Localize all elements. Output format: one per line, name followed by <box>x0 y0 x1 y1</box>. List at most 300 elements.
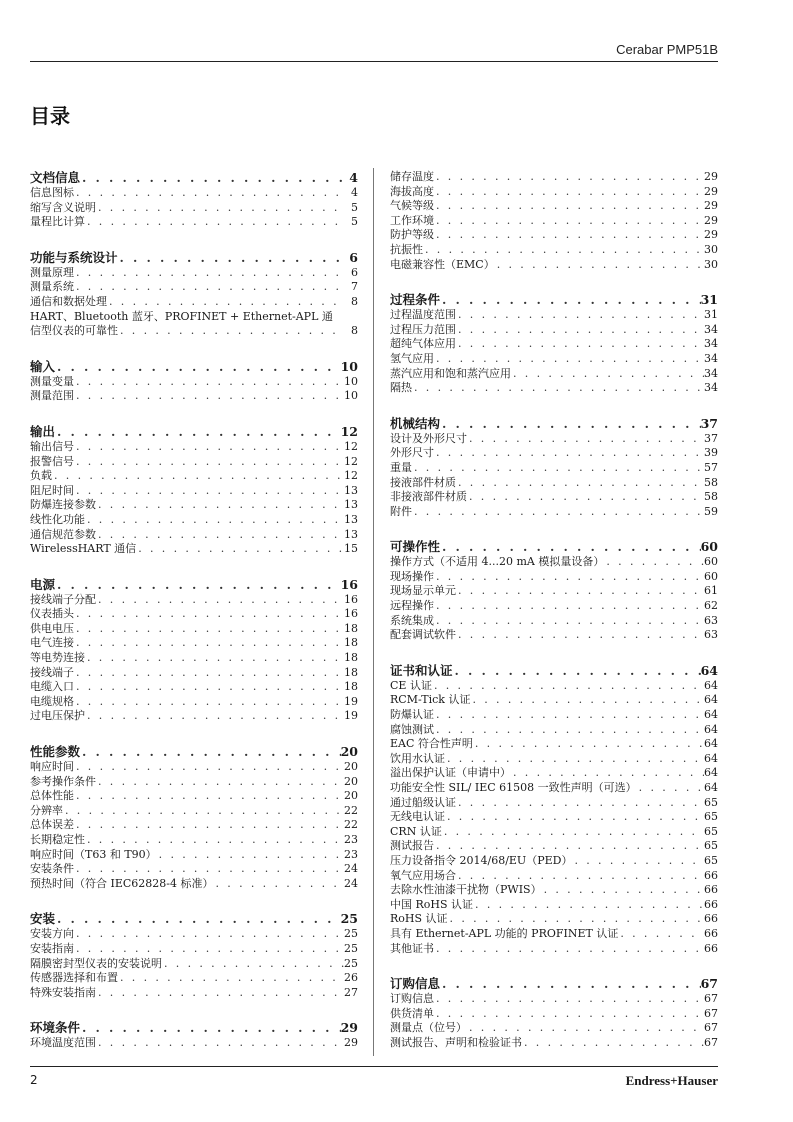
toc-section-title: 可操作性 <box>390 539 441 555</box>
toc-entry-label: 通过船级认证 <box>390 795 456 809</box>
toc-entry[interactable] <box>30 942 358 957</box>
toc-entry[interactable] <box>390 228 718 243</box>
toc-entry[interactable] <box>390 367 718 382</box>
toc-entry[interactable] <box>30 818 358 833</box>
toc-entry-label: 饮用水认证 <box>390 751 445 765</box>
toc-entry[interactable] <box>390 679 718 694</box>
toc-page-number: 29 <box>704 213 718 227</box>
toc-entry[interactable] <box>390 810 718 825</box>
toc-page-number: 67 <box>704 1035 718 1049</box>
toc-section-title: 文档信息 <box>30 170 81 185</box>
toc-page-number: 10 <box>344 389 358 403</box>
toc-leader-dots <box>440 976 701 992</box>
toc-page-number: 16 <box>344 592 358 606</box>
toc-entry[interactable] <box>30 280 358 295</box>
toc-page-number: 37 <box>700 415 718 431</box>
toc-entry[interactable] <box>390 555 718 570</box>
toc-entry[interactable] <box>390 825 718 840</box>
toc-leader-dots <box>74 942 344 957</box>
toc-entry[interactable] <box>390 490 718 505</box>
toc-entry-label: 接线端子 <box>30 665 74 679</box>
toc-page-number: 5 <box>351 200 358 214</box>
toc-section <box>30 1020 358 1051</box>
toc-entry[interactable] <box>390 912 718 927</box>
toc-entry[interactable] <box>390 708 718 723</box>
toc-page-number: 63 <box>704 613 718 627</box>
toc-page-number: 66 <box>704 883 718 897</box>
toc-page-number: 12 <box>344 439 358 453</box>
toc-section <box>30 250 358 339</box>
toc-page-number: 64 <box>704 722 718 736</box>
toc-leader-dots <box>572 854 704 869</box>
toc-entry-label: 现场显示单元 <box>390 584 456 598</box>
page-title: 目录 <box>30 104 70 128</box>
toc-leader-dots <box>214 877 345 892</box>
toc-page-number: 24 <box>344 862 358 876</box>
toc-section-heading[interactable] <box>30 250 358 266</box>
toc-page-number: 15 <box>344 542 358 556</box>
toc-entry-label: 去除水性油漆干扰物（PWIS） <box>390 883 542 897</box>
toc-entry[interactable] <box>30 295 358 310</box>
toc-page-number: 18 <box>344 636 358 650</box>
toc-entry[interactable] <box>390 432 718 447</box>
toc-entry-label: 仪表插头 <box>30 607 74 621</box>
toc-leader-dots <box>74 695 344 710</box>
toc-leader-dots <box>467 432 704 447</box>
toc-page-number: 37 <box>704 431 718 445</box>
toc-entry[interactable] <box>390 927 718 942</box>
toc-leader-dots <box>434 185 704 200</box>
toc-leader-dots <box>96 775 344 790</box>
toc-entry-label: 气候等级 <box>390 199 434 213</box>
toc-section <box>30 424 358 557</box>
toc-section-heading[interactable] <box>30 359 358 375</box>
toc-entry[interactable] <box>30 877 358 892</box>
toc-section-heading[interactable] <box>30 424 358 440</box>
toc-entry[interactable] <box>390 883 718 898</box>
toc-entry[interactable] <box>390 1021 718 1036</box>
toc-entry[interactable] <box>390 476 718 491</box>
toc-page-number: 34 <box>704 366 718 380</box>
toc-page-number: 10 <box>344 374 358 388</box>
toc-entry[interactable] <box>390 599 718 614</box>
toc-entry[interactable] <box>30 986 358 1001</box>
toc-section-title: 机械结构 <box>390 415 441 431</box>
toc-entry[interactable] <box>390 992 718 1007</box>
toc-leader-dots <box>432 679 704 694</box>
toc-section-title: 环境条件 <box>30 1020 81 1036</box>
toc-entry-label: 通信和数据处理 <box>30 294 107 308</box>
toc-entry[interactable] <box>390 781 718 796</box>
toc-entry[interactable] <box>30 636 358 651</box>
toc-entry[interactable] <box>30 709 358 724</box>
toc-leader-dots <box>440 416 701 432</box>
toc-entry-label: 电缆规格 <box>30 694 74 708</box>
toc-page-number: 29 <box>344 1036 358 1050</box>
toc-page-number: 29 <box>704 199 718 213</box>
toc-leader-dots <box>495 258 704 273</box>
toc-entry[interactable] <box>30 622 358 637</box>
toc-entry-label: 订购信息 <box>390 992 434 1006</box>
toc-right-column <box>390 170 718 1071</box>
toc-entry-label: 安装方向 <box>30 927 74 941</box>
footer-rule <box>30 1066 718 1067</box>
toc-section <box>30 577 358 724</box>
toc-entry-label: 通信规范参数 <box>30 527 96 541</box>
toc-page-number: 34 <box>704 381 718 395</box>
toc-section <box>390 292 718 396</box>
toc-section-title: 过程条件 <box>390 292 441 308</box>
toc-entry-label: 设计及外形尺寸 <box>390 431 467 445</box>
toc-leader-dots <box>118 971 344 986</box>
toc-entry[interactable] <box>30 1036 358 1051</box>
toc-leader-dots <box>162 957 344 972</box>
toc-leader-dots <box>445 810 704 825</box>
toc-entry-label: 无线电认证 <box>390 810 445 824</box>
toc-entry-label: 现场操作 <box>390 569 434 583</box>
toc-entry[interactable] <box>390 461 718 476</box>
toc-section-heading[interactable] <box>390 976 718 992</box>
toc-entry[interactable] <box>30 666 358 681</box>
toc-leader-dots <box>74 927 344 942</box>
toc-entry[interactable] <box>30 215 358 230</box>
toc-entry[interactable] <box>30 440 358 455</box>
toc-leader-dots <box>80 1020 341 1036</box>
toc-page-number: 29 <box>704 184 718 198</box>
toc-page-number: 20 <box>340 744 358 760</box>
toc-entry-label: 测试报告、声明和检验证书 <box>390 1035 522 1049</box>
toc-page-number: 29 <box>340 1020 358 1036</box>
toc-entry-label: 阻尼时间 <box>30 483 74 497</box>
toc-section-continued <box>390 170 718 272</box>
toc-entry-label: 过程温度范围 <box>390 308 456 322</box>
toc-entry[interactable] <box>390 1036 718 1051</box>
toc-section <box>30 911 358 1000</box>
toc-entry-label: 海拔高度 <box>390 184 434 198</box>
toc-entry[interactable] <box>30 593 358 608</box>
toc-page-number: 20 <box>344 760 358 774</box>
toc-entry[interactable] <box>390 199 718 214</box>
toc-page-number: 13 <box>344 512 358 526</box>
toc-page-number: 12 <box>344 469 358 483</box>
toc-page-number: 5 <box>351 215 358 229</box>
toc-entry-label: 分辨率 <box>30 803 63 817</box>
toc-section-heading[interactable] <box>30 1020 358 1036</box>
toc-entry-label: 测量范围 <box>30 389 74 403</box>
toc-section-heading[interactable] <box>390 292 718 308</box>
toc-entry[interactable] <box>30 484 358 499</box>
toc-entry[interactable] <box>30 862 358 877</box>
toc-entry[interactable] <box>30 760 358 775</box>
toc-leader-dots <box>85 651 344 666</box>
toc-entry[interactable] <box>390 898 718 913</box>
toc-leader-dots <box>74 389 344 404</box>
toc-entry[interactable] <box>390 693 718 708</box>
toc-entry[interactable] <box>30 266 358 281</box>
toc-entry-label: 系统集成 <box>390 613 434 627</box>
toc-entry[interactable] <box>390 446 718 461</box>
toc-leader-dots <box>445 752 704 767</box>
toc-entry[interactable] <box>30 455 358 470</box>
toc-entry-label: 防爆连接参数 <box>30 498 96 512</box>
toc-entry[interactable] <box>390 942 718 957</box>
toc-entry[interactable] <box>30 607 358 622</box>
toc-entry[interactable] <box>30 789 358 804</box>
toc-leader-dots <box>434 214 704 229</box>
toc-entry[interactable] <box>390 723 718 738</box>
toc-entry-label: 防爆认证 <box>390 708 434 722</box>
toc-entry[interactable] <box>390 170 718 185</box>
toc-entry-label: 压力设备指令 2014/68/EU（PED） <box>390 853 573 867</box>
toc-leader-dots <box>74 760 344 775</box>
toc-entry-label: 远程操作 <box>390 599 434 613</box>
toc-leader-dots <box>434 723 704 738</box>
toc-entry-label: RCM-Tick 认证 <box>390 693 471 707</box>
toc-section-title: 订购信息 <box>390 976 441 992</box>
toc-leader-dots <box>136 542 344 557</box>
toc-page-number: 58 <box>704 475 718 489</box>
toc-section-heading[interactable] <box>30 744 358 760</box>
toc-leader-dots <box>542 883 704 898</box>
toc-left-column <box>30 170 358 1071</box>
toc-section-title: 输出 <box>30 423 56 439</box>
toc-entry[interactable] <box>30 775 358 790</box>
toc-entry[interactable] <box>390 614 718 629</box>
toc-page-number: 65 <box>704 853 718 867</box>
toc-entry[interactable] <box>390 752 718 767</box>
toc-entry[interactable] <box>390 584 718 599</box>
toc-page-number: 66 <box>704 912 718 926</box>
toc-entry[interactable] <box>390 258 718 273</box>
toc-entry[interactable] <box>30 651 358 666</box>
toc-entry[interactable] <box>390 308 718 323</box>
toc-entry[interactable] <box>30 389 358 404</box>
toc-entry[interactable] <box>30 310 358 325</box>
toc-entry-label: 具有 Ethernet-APL 功能的 PROFINET 认证 <box>390 926 619 940</box>
toc-leader-dots <box>74 622 344 637</box>
toc-entry-label: RoHS 认证 <box>390 912 448 926</box>
toc-leader-dots <box>55 577 341 593</box>
toc-page-number: 12 <box>344 454 358 468</box>
toc-entry[interactable] <box>30 542 358 557</box>
toc-entry[interactable] <box>390 185 718 200</box>
toc-entry[interactable] <box>390 737 718 752</box>
toc-section-title: 性能参数 <box>30 744 81 760</box>
toc-page-number: 19 <box>344 709 358 723</box>
toc-entry[interactable] <box>390 243 718 258</box>
toc-entry[interactable] <box>30 804 358 819</box>
toc-page-number: 31 <box>700 292 718 308</box>
toc-section-heading[interactable] <box>390 539 718 555</box>
toc-section-heading[interactable] <box>30 170 358 186</box>
toc-leader-dots <box>55 911 341 927</box>
toc-leader-dots <box>55 424 341 440</box>
toc-entry[interactable] <box>30 469 358 484</box>
toc-entry-label: 总体误差 <box>30 818 74 832</box>
toc-entry[interactable] <box>390 766 718 781</box>
toc-entry-label: 氧气应用场合 <box>390 868 456 882</box>
document-header-title: Cerabar PMP51B <box>616 42 718 57</box>
toc-page-number: 66 <box>704 868 718 882</box>
toc-page-number: 64 <box>704 678 718 692</box>
toc-page-number: 64 <box>704 693 718 707</box>
toc-entry[interactable] <box>390 570 718 585</box>
toc-page-number: 34 <box>704 351 718 365</box>
toc-section <box>390 539 718 643</box>
toc-page-number: 57 <box>704 460 718 474</box>
toc-entry-label: 电缆入口 <box>30 680 74 694</box>
toc-entry[interactable] <box>390 352 718 367</box>
toc-leader-dots <box>637 781 704 796</box>
toc-leader-dots <box>473 737 704 752</box>
toc-page-number: 10 <box>340 358 358 374</box>
toc-section-heading[interactable] <box>390 663 718 679</box>
toc-entry-label: 过程压力范围 <box>390 322 456 336</box>
toc-leader-dots <box>604 555 704 570</box>
toc-leader-dots <box>456 584 704 599</box>
toc-leader-dots <box>453 663 701 679</box>
toc-page-number: 64 <box>704 708 718 722</box>
toc-entry[interactable] <box>390 869 718 884</box>
toc-entry[interactable] <box>30 375 358 390</box>
toc-page-number: 30 <box>704 242 718 256</box>
toc-entry-label: 环境温度范围 <box>30 1036 96 1050</box>
toc-leader-dots <box>434 1007 704 1022</box>
toc-entry-label: 电气连接 <box>30 636 74 650</box>
toc-page-number: 18 <box>344 651 358 665</box>
toc-entry[interactable] <box>30 201 358 216</box>
toc-entry[interactable] <box>30 528 358 543</box>
toc-entry-label: HART、Bluetooth 蓝牙、PROFINET + Ethernet-APL 通 <box>30 309 333 323</box>
toc-entry-label: 测试报告 <box>390 839 434 853</box>
toc-page-number: 34 <box>704 337 718 351</box>
toc-leader-dots <box>434 170 704 185</box>
toc-entry[interactable] <box>390 796 718 811</box>
toc-entry[interactable] <box>390 214 718 229</box>
toc-leader-dots <box>434 839 704 854</box>
toc-entry[interactable] <box>390 381 718 396</box>
toc-page-number: 25 <box>340 911 358 927</box>
toc-leader-dots <box>74 666 344 681</box>
toc-entry-label: 抗振性 <box>390 242 423 256</box>
toc-page-number: 62 <box>704 599 718 613</box>
toc-entry-label: 缩写含义说明 <box>30 200 96 214</box>
toc-page-number: 8 <box>351 294 358 308</box>
toc-entry[interactable] <box>30 957 358 972</box>
toc-leader-dots <box>440 292 701 308</box>
toc-entry[interactable] <box>390 337 718 352</box>
toc-entry[interactable] <box>390 854 718 869</box>
toc-page-number: 22 <box>344 818 358 832</box>
toc-section-heading[interactable] <box>390 416 718 432</box>
toc-leader-dots <box>85 709 344 724</box>
toc-entry[interactable] <box>390 505 718 520</box>
toc-page-number: 60 <box>704 555 718 569</box>
toc-entry[interactable] <box>30 186 358 201</box>
toc-entry[interactable] <box>390 323 718 338</box>
toc-entry[interactable] <box>30 848 358 863</box>
toc-leader-dots <box>473 898 704 913</box>
toc-page-number: 20 <box>344 789 358 803</box>
toc-leader-dots <box>434 992 704 1007</box>
toc-entry-label: 输出信号 <box>30 439 74 453</box>
toc-page-number: 60 <box>700 539 718 555</box>
toc-entry[interactable] <box>30 833 358 848</box>
toc-page-number: 18 <box>344 621 358 635</box>
toc-leader-dots <box>467 490 704 505</box>
toc-entry-label: 报警信号 <box>30 454 74 468</box>
toc-entry[interactable] <box>390 628 718 643</box>
toc-entry[interactable] <box>390 1007 718 1022</box>
toc-leader-dots <box>470 693 704 708</box>
toc-page-number: 23 <box>344 847 358 861</box>
toc-page-number: 67 <box>704 1021 718 1035</box>
toc-leader-dots <box>52 469 344 484</box>
toc-page-number: 39 <box>704 446 718 460</box>
toc-entry-label: 信型仪表的可靠性 <box>30 324 118 338</box>
toc-entry[interactable] <box>30 695 358 710</box>
toc-leader-dots <box>96 986 344 1001</box>
toc-leader-dots <box>96 593 344 608</box>
toc-entry[interactable] <box>390 839 718 854</box>
toc-entry-label: 过电压保护 <box>30 709 85 723</box>
toc-leader-dots <box>118 324 344 339</box>
toc-leader-dots <box>456 337 704 352</box>
toc-section-heading[interactable] <box>30 911 358 927</box>
toc-page-number: 64 <box>704 781 718 794</box>
toc-entry-label: CRN 认证 <box>390 824 442 838</box>
toc-leader-dots <box>107 295 344 310</box>
toc-leader-dots <box>118 250 344 266</box>
toc-entry-label: 附件 <box>390 504 412 518</box>
toc-leader-dots <box>63 804 344 819</box>
toc-leader-dots <box>74 607 344 622</box>
toc-section-heading[interactable] <box>30 577 358 593</box>
toc-page-number: 67 <box>704 1006 718 1020</box>
toc-entry-label: 电磁兼容性（EMC） <box>390 257 495 271</box>
toc-section <box>30 170 358 230</box>
toc-page-number: 7 <box>351 280 358 294</box>
toc-page-number: 66 <box>704 926 718 940</box>
toc-entry[interactable] <box>30 680 358 695</box>
toc-entry[interactable] <box>30 971 358 986</box>
toc-leader-dots <box>423 243 704 258</box>
toc-entry[interactable] <box>30 498 358 513</box>
toc-page-number: 23 <box>344 833 358 846</box>
toc-leader-dots <box>74 280 344 295</box>
toc-leader-dots <box>74 375 344 390</box>
toc-leader-dots <box>157 848 344 863</box>
toc-entry[interactable] <box>30 927 358 942</box>
toc-entry[interactable] <box>30 324 358 339</box>
toc-entry-label: 重量 <box>390 460 412 474</box>
toc-page-number: 63 <box>704 628 718 642</box>
toc-entry-label: 防护等级 <box>390 228 434 242</box>
toc-leader-dots <box>74 680 344 695</box>
toc-entry-label: 接液部件材质 <box>390 475 456 489</box>
toc-leader-dots <box>434 228 704 243</box>
toc-leader-dots <box>74 862 344 877</box>
toc-entry-label: 腐蚀测试 <box>390 722 434 736</box>
toc-page-number: 18 <box>344 665 358 679</box>
toc-entry[interactable] <box>30 513 358 528</box>
toc-page-number: 61 <box>704 584 718 598</box>
toc-section-title: 输入 <box>30 358 56 374</box>
toc-entry-label: 特殊安装指南 <box>30 985 96 999</box>
toc-leader-dots <box>522 1036 704 1051</box>
toc-leader-dots <box>440 539 701 555</box>
toc-entry-label: 安装条件 <box>30 862 74 876</box>
